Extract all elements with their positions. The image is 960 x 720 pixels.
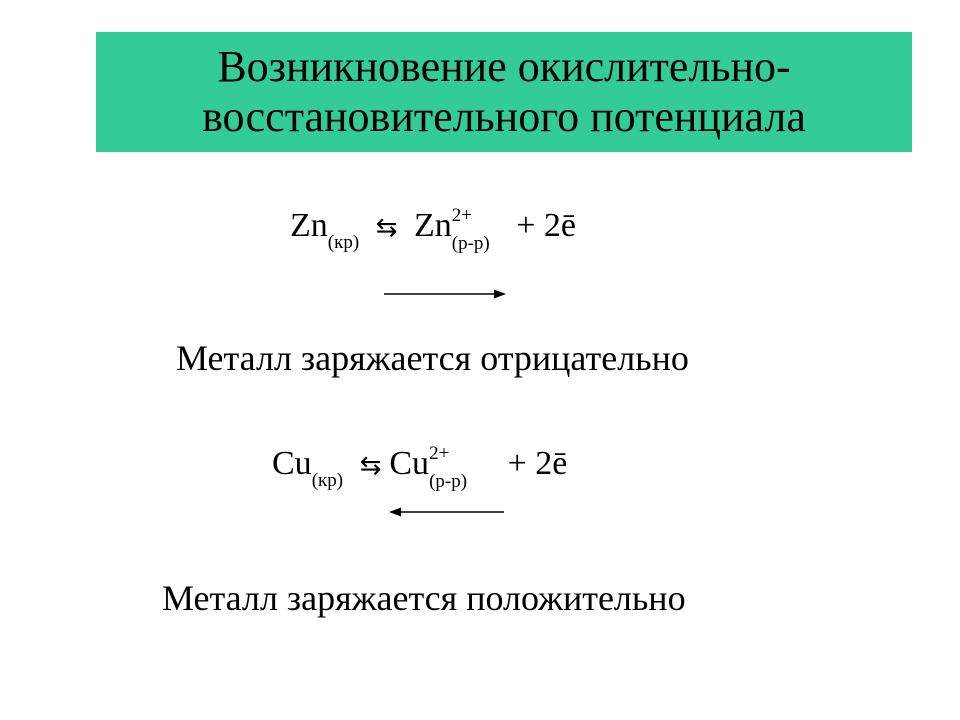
zinc-reactant-state: (кр) <box>327 232 360 253</box>
title-banner <box>96 32 912 152</box>
title-line-2: восстановительного потенциала <box>202 92 806 141</box>
zinc-product-state: (р-р) <box>451 233 490 254</box>
copper-reactant: Cu <box>272 445 312 482</box>
zinc-product: Zn <box>413 207 452 244</box>
zinc-reactant: Zn <box>290 207 328 244</box>
copper-product-charge: 2+ <box>429 443 450 464</box>
copper-reactant-state: (кр) <box>311 470 344 491</box>
equilibrium-arrows-icon: ⇆ <box>359 451 382 481</box>
copper-equation <box>272 443 568 492</box>
copper-electrons: + 2ē <box>507 445 568 482</box>
zinc-product-charge: 2+ <box>451 205 472 226</box>
title-line-1: Возникновение окислительно- <box>217 42 791 91</box>
equilibrium-arrows-icon: ⇆ <box>375 213 398 243</box>
zinc-caption: Металл заряжается отрицательно <box>176 338 689 378</box>
copper-caption: Металл заряжается положительно <box>162 578 686 618</box>
forward-arrow-icon <box>384 287 508 301</box>
copper-product-state: (р-р) <box>429 471 468 492</box>
zinc-product-indices <box>451 205 508 254</box>
reverse-arrow-icon <box>388 505 506 519</box>
copper-product-indices <box>429 443 485 492</box>
copper-product: Cu <box>389 445 430 482</box>
zinc-equation <box>290 205 577 254</box>
zinc-electrons: + 2ē <box>516 207 577 244</box>
